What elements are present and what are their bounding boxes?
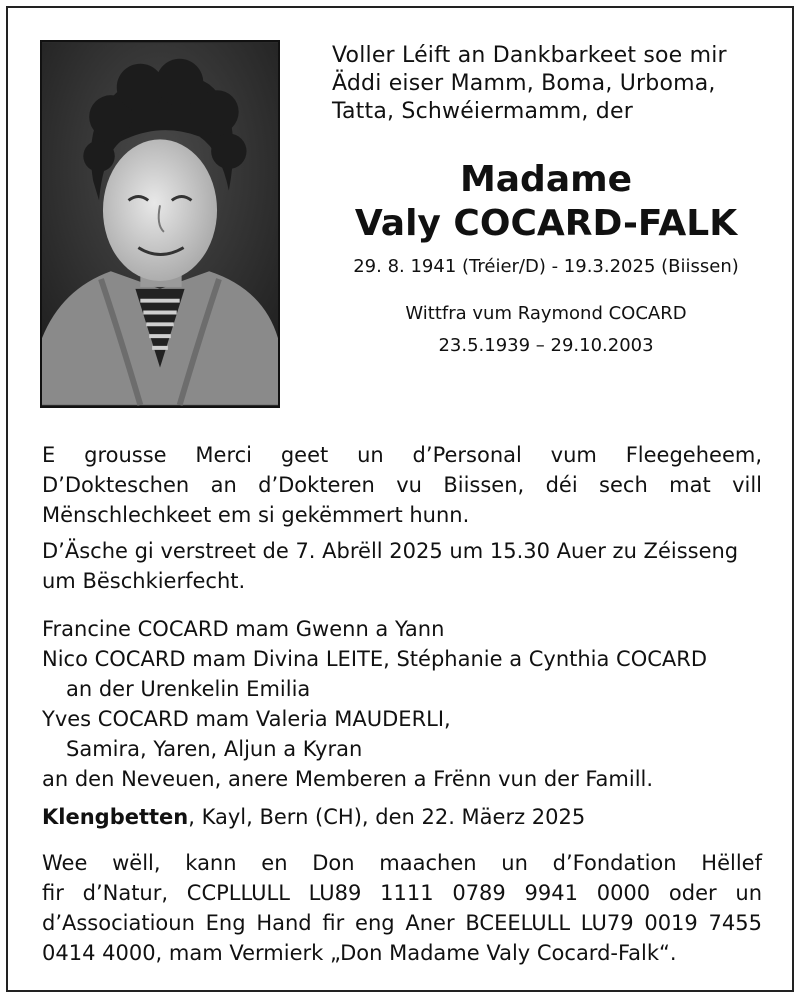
life-dates: 29. 8. 1941 (Tréier/D) - 19.3.2025 (Biissen) [353, 256, 739, 277]
intro-line: Äddi eiser Mamm, Boma, Urboma, [332, 71, 716, 96]
family-line: Francine COCARD mam Gwenn a Yann [42, 617, 445, 641]
funeral-line: D’Äsche gi verstreet de 7. Abrëll 2025 um 15.30 Auer zu Zéisseng [42, 539, 739, 563]
family-list [42, 614, 762, 794]
donation-line: d’Associatioun Eng Hand fir eng Aner BCEELULL LU79 0019 7455 [42, 911, 762, 935]
donation-line: Wee wëll, kann en Don maachen un d’Fondation Hëllef [42, 851, 762, 875]
widow-info [300, 298, 792, 362]
thanks-paragraph [42, 440, 762, 530]
funeral-line: um Bëschkierfecht. [42, 569, 246, 593]
donation-line: 0414 4000, mam Vermierk „Don Madame Valy Cocard-Falk“. [42, 941, 677, 965]
deceased-title: Madame [459, 159, 633, 200]
widow-line: Wittfra vum Raymond COCARD [405, 303, 687, 324]
family-line: Nico COCARD mam Divina LEITE, Stéphanie a Cynthia COCARD [42, 647, 708, 671]
funeral-paragraph [42, 536, 762, 596]
deceased-name [300, 158, 792, 246]
intro-line: Tatta, Schwéiermamm, der [332, 99, 633, 124]
intro-line: Voller Léift an Dankbarkeet soe mir [332, 43, 727, 68]
portrait-photo [40, 40, 280, 408]
place-town: Klengbetten [42, 805, 189, 829]
thanks-line: Mënschlechkeet em si gekëmmert hunn. [42, 503, 470, 527]
deceased-fullname: Valy COCARD-FALK [354, 203, 738, 244]
family-line: Yves COCARD mam Valeria MAUDERLI, [42, 707, 451, 731]
intro-text [332, 42, 768, 126]
thanks-line: E grousse Merci geet un d’Personal vum Fleegeheem, [42, 443, 762, 467]
place-date [42, 802, 762, 832]
widow-dates: 23.5.1939 – 29.10.2003 [438, 335, 654, 356]
family-line: Samira, Yaren, Aljun a Kyran [66, 737, 363, 761]
donation-line: fir d’Natur, CCPLLULL LU89 1111 0789 9941 0000 oder un [42, 881, 762, 905]
thanks-line: D’Dokteschen an d’Dokteren vu Biissen, déi sech mat vill [42, 473, 762, 497]
donation-paragraph [42, 848, 762, 968]
place-rest: , Kayl, Bern (CH), den 22. Mäerz 2025 [188, 805, 586, 829]
family-line: an den Neveuen, anere Memberen a Frënn vun der Famill. [42, 767, 654, 791]
family-line: an der Urenkelin Emilia [66, 677, 311, 701]
